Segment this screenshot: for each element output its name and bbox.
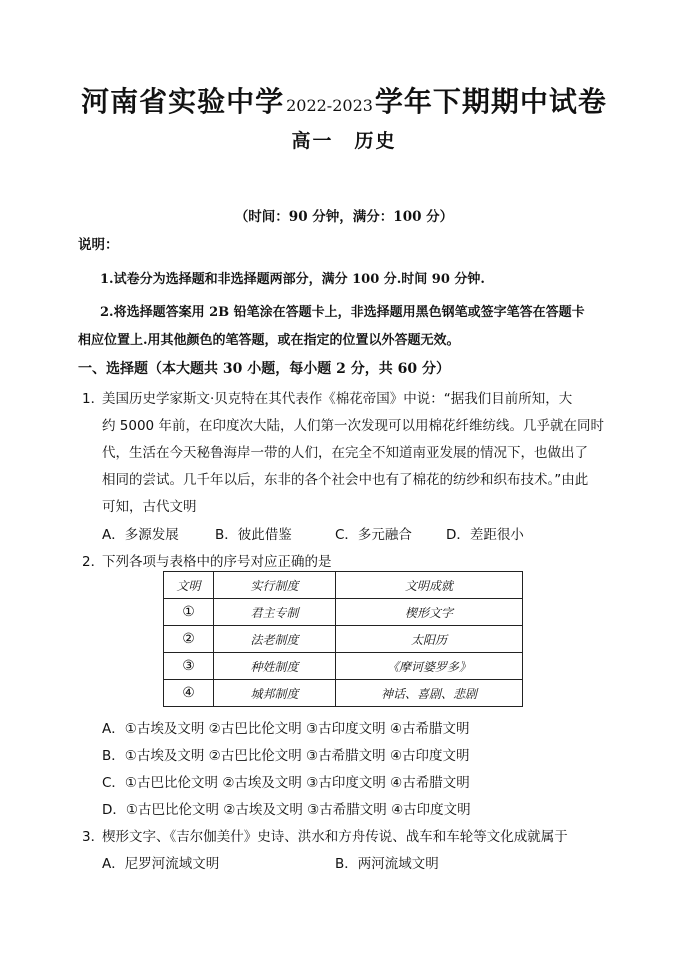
section-heading: 一、选择题（本大题共 30 小题，每小题 2 分，共 60 分） [78, 361, 450, 377]
question-line: 约 5000 年前，在印度次大陆，人们第一次发现可以用棉花纤维纺线。几乎就在同时 [102, 418, 604, 434]
table-header: 文明成就 [336, 572, 523, 599]
notes-heading: 说明： [78, 237, 119, 253]
note-item-1: 1.试卷分为选择题和非选择题两部分，满分 100 分.时间 90 分钟. [100, 272, 485, 287]
subtitle: 高一 历史 [291, 130, 397, 152]
option-c: C．多元融合 [335, 527, 412, 543]
table-row [164, 680, 523, 707]
table-cell: ④ [164, 680, 214, 707]
question-line: 相同的尝试。几千年以后，东非的各个社会中也有了棉花的纺纱和织布技术。”由此 [102, 472, 589, 488]
table-cell: 太阳历 [336, 626, 523, 653]
table-cell: 法老制度 [214, 626, 336, 653]
table-cell: 种姓制度 [214, 653, 336, 680]
civilization-table [163, 571, 523, 707]
option-a: A．尼罗河流域文明 [102, 856, 220, 872]
table-cell: 城邦制度 [214, 680, 336, 707]
title-year: 2022-2023 [286, 96, 373, 115]
option-a: A．多源发展 [102, 527, 179, 543]
table-row [164, 599, 523, 626]
option-b: B．彼此借鉴 [215, 527, 292, 543]
question-line: 可知，古代文明 [102, 499, 197, 515]
table-cell: ① [164, 599, 214, 626]
option-b: B．①古埃及文明 ②古巴比伦文明 ③古希腊文明 ④古印度文明 [102, 748, 470, 764]
table-cell: 《摩诃婆罗多》 [336, 653, 523, 680]
exam-meta: （时间：90 分钟，满分：100 分） [234, 209, 454, 225]
question-number: 3． [82, 829, 105, 845]
note-item-2: 2.将选择题答案用 2B 铅笔涂在答题卡上，非选择题用黑色钢笔或签字笔答在答题卡 [100, 305, 585, 320]
note-item-2-cont: 相应位置上.用其他颜色的笔答题，或在指定的位置以外答题无效。 [78, 333, 460, 348]
question-line: 美国历史学家斯文·贝克特在其代表作《棉花帝国》中说：“据我们目前所知，大 [102, 391, 573, 407]
question-number: 1． [82, 391, 105, 407]
table-row [164, 653, 523, 680]
table-header-row [164, 572, 523, 599]
option-d: D．差距很小 [446, 527, 524, 543]
table-cell: 君主专制 [214, 599, 336, 626]
title-exam: 学年下期期中试卷 [374, 85, 607, 118]
table-cell: 楔形文字 [336, 599, 523, 626]
title-school: 河南省实验中学 [81, 85, 285, 118]
table-header: 文明 [164, 572, 214, 599]
option-c: C．①古巴比伦文明 ②古埃及文明 ③古印度文明 ④古希腊文明 [102, 775, 470, 791]
question-stem: 楔形文字、《吉尔伽美什》史诗、洪水和方舟传说、战车和车轮等文化成就属于 [102, 829, 568, 845]
table-cell: 神话、喜剧、悲剧 [336, 680, 523, 707]
question-line: 代，生活在今天秘鲁海岸一带的人们，在完全不知道南亚发展的情况下，也做出了 [102, 445, 588, 461]
option-d: D．①古巴比伦文明 ②古埃及文明 ③古希腊文明 ④古印度文明 [102, 802, 471, 818]
question-stem: 下列各项与表格中的序号对应正确的是 [102, 554, 332, 570]
table-cell: ② [164, 626, 214, 653]
exam-title [0, 80, 688, 120]
table-cell: ③ [164, 653, 214, 680]
table-row [164, 626, 523, 653]
question-number: 2． [82, 554, 105, 570]
table-header: 实行制度 [214, 572, 336, 599]
option-a: A．①古埃及文明 ②古巴比伦文明 ③古印度文明 ④古希腊文明 [102, 721, 470, 737]
option-b: B．两河流域文明 [335, 856, 439, 872]
